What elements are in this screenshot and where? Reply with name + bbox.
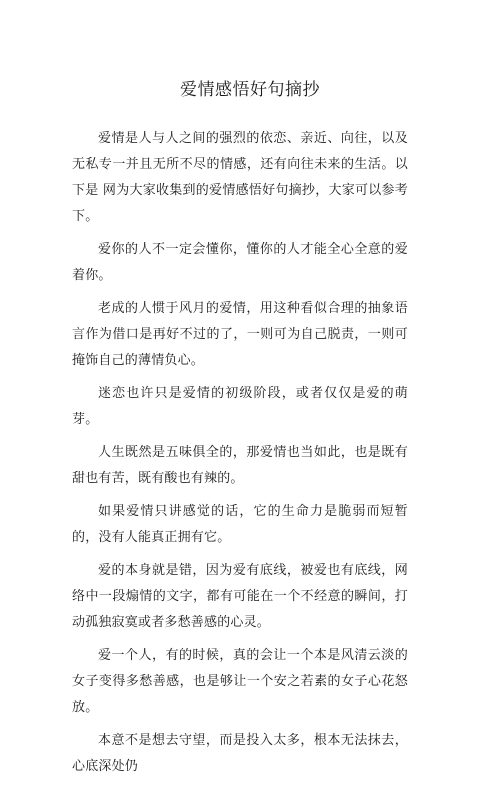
paragraph: 老成的人惯于风月的爱情，用这种看似合理的抽象语言作为借口是再好不过的了，一则可为自己脱责，一则可掩饰自己的薄情负心。 bbox=[72, 301, 408, 368]
document-title: 爱情感悟好句摘抄 bbox=[180, 80, 320, 100]
paragraph: 迷恋也许只是爱情的初级阶段，或者仅仅是爱的萌芽。 bbox=[72, 386, 408, 427]
paragraph: 爱的本身就是错，因为爱有底线，被爱也有底线，网络中一段煽情的文字，都有可能在一个不经意的瞬间，打动孤独寂寞或者多愁善感的心灵。 bbox=[72, 563, 408, 630]
paragraph: 人生既然是五味俱全的，那爱情也当如此，也是既有甜也有苦，既有酸也有辣的。 bbox=[72, 445, 408, 486]
paragraph: 本意不是想去守望，而是投入太多，根本无法抹去，心底深处仍 bbox=[72, 733, 408, 774]
paragraph: 爱你的人不一定会懂你，懂你的人才能全心全意的爱着你。 bbox=[72, 242, 408, 283]
paragraph: 爱一个人，有的时候，真的会让一个本是风清云淡的女子变得多愁善感，也是够让一个安之若素的女子心花怒放。 bbox=[72, 648, 408, 715]
document-body bbox=[72, 126, 408, 787]
paragraph: 爱情是人与人之间的强烈的依恋、亲近、向往，以及无私专一并且无所不尽的情感，还有向往未来的生活。以下是 网为大家收集到的爱情感悟好句摘抄，大家可以参考下。 bbox=[72, 131, 408, 224]
paragraph: 如果爱情只讲感觉的话，它的生命力是脆弱而短暂的，没有人能真正拥有它。 bbox=[72, 504, 408, 545]
